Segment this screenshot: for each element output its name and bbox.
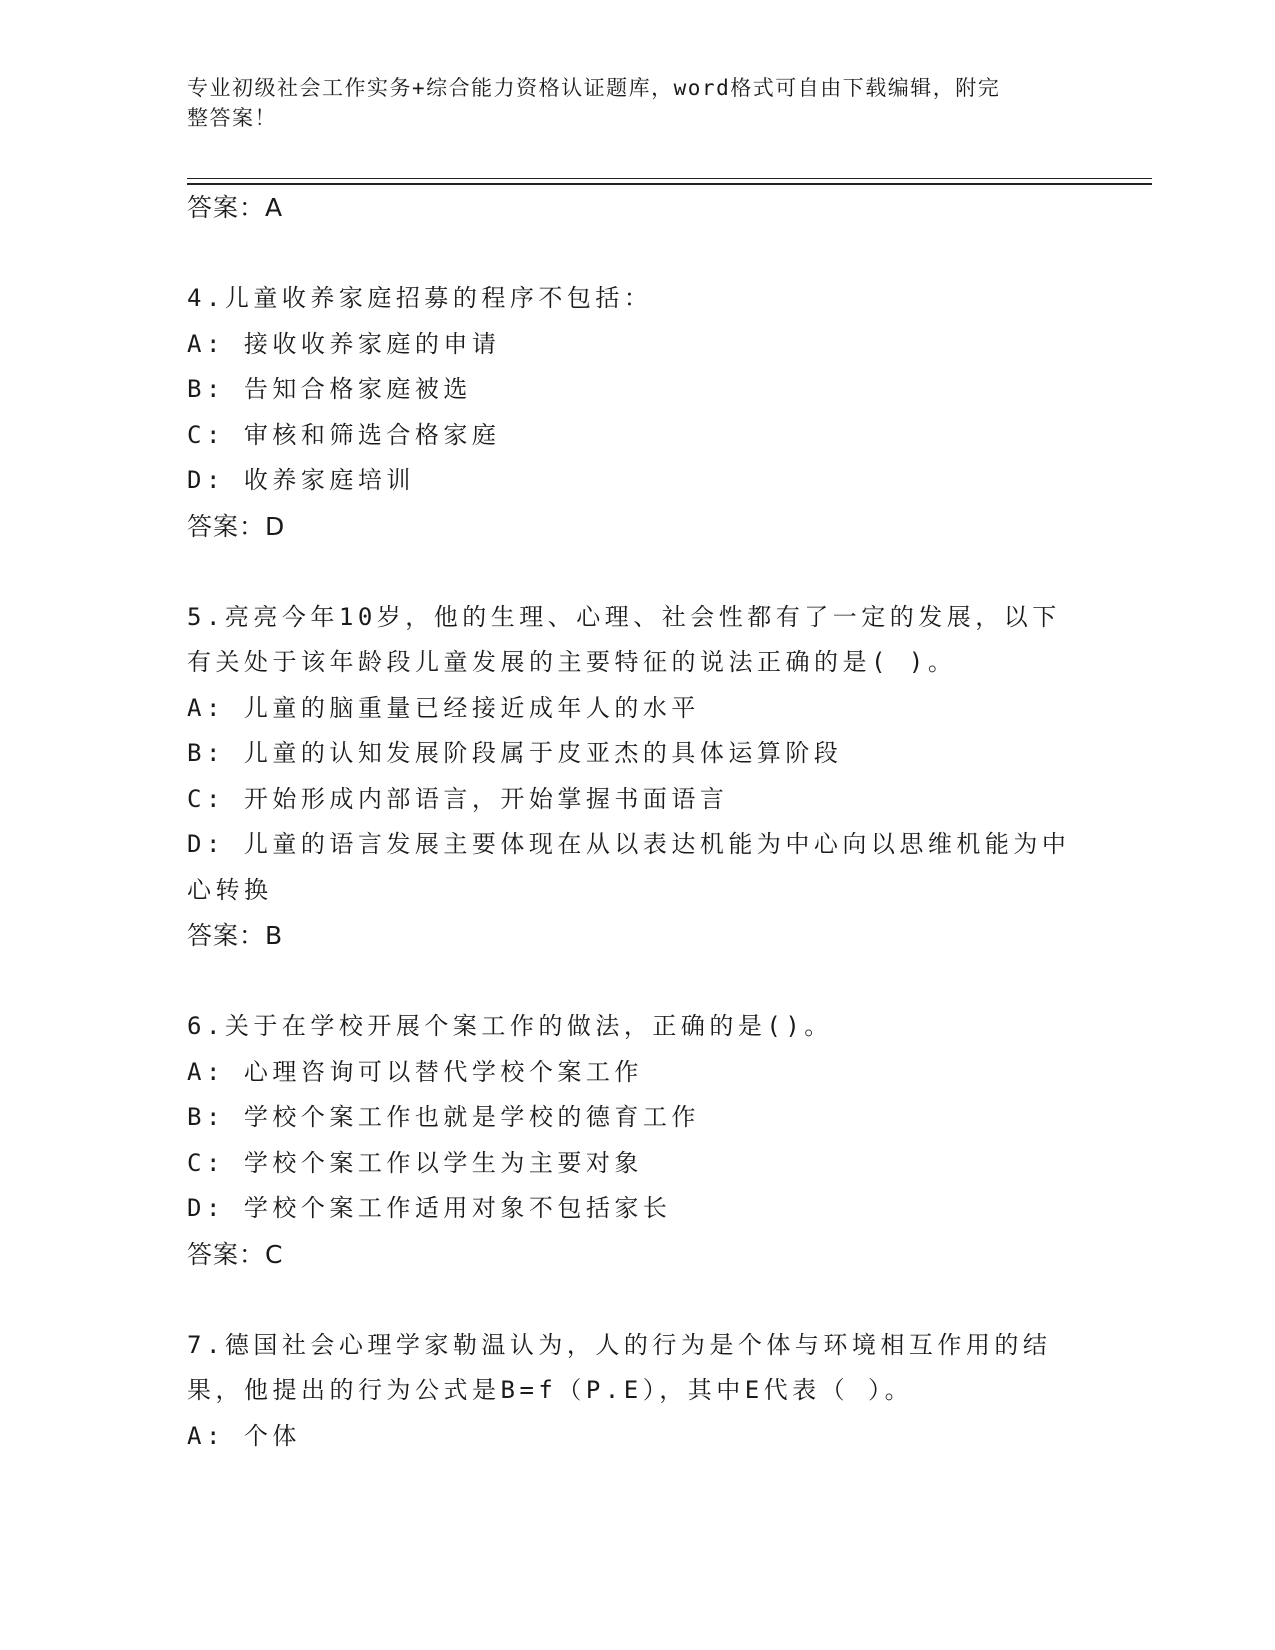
answer: 答案：D bbox=[187, 511, 286, 541]
header-line-2: 整答案！ bbox=[187, 106, 277, 130]
spacer bbox=[187, 1277, 1087, 1323]
spacer bbox=[187, 959, 1087, 1005]
question-5 bbox=[187, 595, 1087, 959]
question-stem: 7.德国社会心理学家勒温认为，人的行为是个体与环境相互作用的结 bbox=[187, 1330, 1052, 1359]
option-c: C: 审核和筛选合格家庭 bbox=[187, 420, 501, 449]
option-d: D: 学校个案工作适用对象不包括家长 bbox=[187, 1194, 672, 1222]
question-7 bbox=[187, 1323, 1087, 1460]
option-c: C: 学校个案工作以学生为主要对象 bbox=[187, 1148, 643, 1177]
question-6 bbox=[187, 1004, 1087, 1277]
option-a: A: 心理咨询可以替代学校个案工作 bbox=[187, 1057, 643, 1086]
spacer bbox=[187, 549, 1087, 595]
option-a: A: 儿童的脑重量已经接近成年人的水平 bbox=[187, 693, 700, 722]
option-a: A: 接收收养家庭的申请 bbox=[187, 329, 501, 358]
answer: 答案：B bbox=[187, 921, 284, 950]
option-b: B: 儿童的认知发展阶段属于皮亚杰的具体运算阶段 bbox=[187, 739, 843, 767]
answer: 答案：C bbox=[187, 1239, 284, 1269]
option-d-cont: 心转换 bbox=[187, 875, 273, 904]
question-list bbox=[187, 185, 1087, 1459]
previous-answer: 答案：A bbox=[187, 193, 284, 222]
question-4 bbox=[187, 276, 1087, 549]
spacer bbox=[187, 231, 1087, 277]
question-stem: 6.关于在学校开展个案工作的做法，正确的是()。 bbox=[187, 1012, 833, 1040]
question-stem: 4.儿童收养家庭招募的程序不包括： bbox=[187, 284, 653, 312]
question-stem: 5.亮亮今年10岁，他的生理、心理、社会性都有了一定的发展，以下 bbox=[187, 602, 1061, 631]
option-d: D: 儿童的语言发展主要体现在从以表达机能为中心向以思维机能为中 bbox=[187, 830, 1071, 858]
question-stem-cont: 有关处于该年龄段儿童发展的主要特征的说法正确的是( )。 bbox=[187, 648, 957, 676]
question-stem-cont: 果，他提出的行为公式是B=f（P.E），其中E代表（ ）。 bbox=[187, 1376, 914, 1404]
option-d: D: 收养家庭培训 bbox=[187, 466, 415, 494]
header-rule-thin bbox=[187, 178, 1152, 179]
option-b: B: 学校个案工作也就是学校的德育工作 bbox=[187, 1103, 700, 1131]
header-line-1: 专业初级社会工作实务+综合能力资格认证题库，word格式可自由下载编辑，附完 bbox=[187, 76, 1001, 100]
option-b: B: 告知合格家庭被选 bbox=[187, 375, 472, 403]
option-c: C: 开始形成内部语言，开始掌握书面语言 bbox=[187, 784, 729, 813]
option-a: A: 个体 bbox=[187, 1421, 301, 1450]
page-header bbox=[187, 73, 1087, 133]
